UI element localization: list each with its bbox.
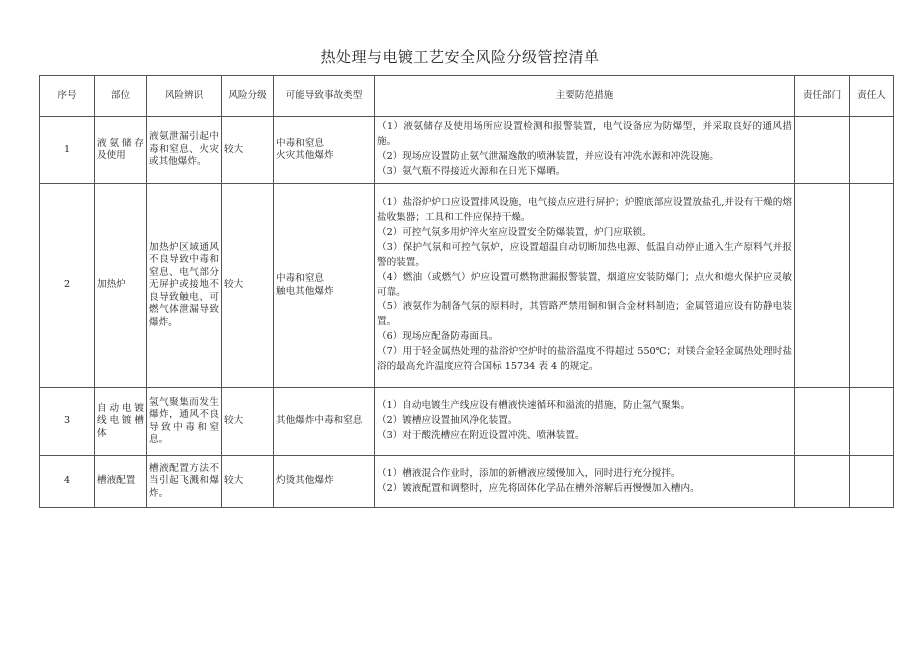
cell-accident-type [274,388,375,456]
header-risk: 风险辨识 [147,76,222,117]
cell-person [850,184,894,388]
measure-item: （2）可控气氛多用炉淬火室应设置安全防爆装置，炉门应联锁。 [377,227,652,239]
header-accident-type: 可能导致事故类型 [274,76,375,117]
accident-type: 中毒和窒息 [276,273,324,285]
risk-control-table [39,75,894,508]
cell-risk: 加热炉区域通风不良导致中毒和窒息、电气部分无屏护或接地不良导致触电、可燃气体泄漏导致爆炸。 [147,184,222,388]
cell-measures [375,184,795,388]
cell-location: 槽液配置 [95,456,147,508]
measure-item: （4）燃油（或燃气）炉应设置可燃物泄漏报警装置，烟道应安装防爆门；点火和熄火保护应灵敏可靠。 [377,271,792,298]
cell-no: 3 [40,388,95,456]
table-row [40,117,894,184]
accident-type: 触电其他爆炸 [276,285,334,297]
header-level: 风险分级 [222,76,274,117]
cell-no: 1 [40,117,95,184]
cell-level: 较大 [222,117,274,184]
cell-dept [795,456,850,508]
cell-location: 液氨储存及使用 [95,117,147,184]
measure-item: （2）镀槽应设置抽风净化装置。 [377,415,518,427]
cell-measures [375,117,795,184]
measure-item: （3）保护气氛和可控气氛炉，应设置超温自动切断加热电源、低温自动停止通入生产原料气并报警的装置。 [377,241,792,268]
measure-item: （2）镀液配置和调整时，应先将固体化学品在槽外溶解后再慢慢加入槽内。 [377,482,700,494]
accident-type: 灼烫其他爆炸 [276,475,334,487]
cell-no: 4 [40,456,95,508]
header-no: 序号 [40,76,95,117]
measure-item: （2）现场应设置防止氨气泄漏逸散的喷淋装置，并应设有冲洗水源和冲洗设施。 [377,151,719,162]
table-row [40,388,894,456]
table-row [40,184,894,388]
cell-dept [795,388,850,456]
measure-item: （7）用于轻金属热处理的盐浴炉空炉时的盐浴温度不得超过 550℃；对镁合金轻金属热处理时盐浴的最高允许温度应符合国标 15734 表 4 的规定。 [377,345,792,372]
cell-location: 自动电镀线电镀槽体 [95,388,147,456]
header-person: 责任人 [850,76,894,117]
cell-measures [375,388,795,456]
cell-measures [375,456,795,508]
measure-item: （5）液氨作为制备气氛的原料时，其管路严禁用铜和铜合金材料制造；金属管道应设有防静电装置。 [377,301,792,328]
table-header-row [40,76,894,117]
cell-level: 较大 [222,184,274,388]
cell-no: 2 [40,184,95,388]
measure-item: （6）现场应配备防毒面具。 [377,331,499,343]
accident-type: 中毒和窒息 [276,137,324,149]
header-dept: 责任部门 [795,76,850,117]
measure-item: （1）盐浴炉炉口应设置排风设施，电气接点应进行屏护；炉膛底部应设置放盐孔,并设有干燥的熔盐收集器；工具和工件应保持干燥。 [377,197,792,224]
cell-risk: 氢气聚集而发生爆炸，通风不良导致中毒和窒息。 [147,388,222,456]
cell-risk: 槽液配置方法不当引起飞溅和爆炸。 [147,456,222,508]
document-title: 热处理与电镀工艺安全风险分级管控清单 [320,48,600,66]
cell-dept [795,184,850,388]
header-measures: 主要防范措施 [375,76,795,117]
cell-accident-type [274,456,375,508]
cell-dept [795,117,850,184]
cell-location: 加热炉 [95,184,147,388]
measure-item: （3）氨气瓶不得接近火源和在日光下爆晒。 [377,165,566,177]
accident-type: 其他爆炸中毒和窒息 [276,415,363,427]
cell-accident-type [274,117,375,184]
accident-type: 火灾其他爆炸 [276,150,334,161]
table-row [40,456,894,508]
measure-item: （1）自动电镀生产线应设有槽液快速循环和溢流的措施，防止氢气聚集。 [377,400,691,412]
cell-person [850,456,894,508]
measure-item: （3）对于酸洗槽应在附近设置冲洗、喷淋装置。 [377,429,585,441]
cell-level: 较大 [222,388,274,456]
cell-level: 较大 [222,456,274,508]
header-location: 部位 [95,76,147,117]
cell-risk: 液氨泄漏引起中毒和窒息、火灾或其他爆炸。 [147,117,222,184]
cell-person [850,117,894,184]
measure-item: （1）液氨储存及使用场所应设置检测和报警装置，电气设备应为防爆型，并采取良好的通风措施。 [377,121,792,148]
measure-item: （1）槽液混合作业时，添加的新槽液应缓慢加入，同时进行充分搅拌。 [377,467,681,479]
cell-person [850,388,894,456]
cell-accident-type [274,184,375,388]
